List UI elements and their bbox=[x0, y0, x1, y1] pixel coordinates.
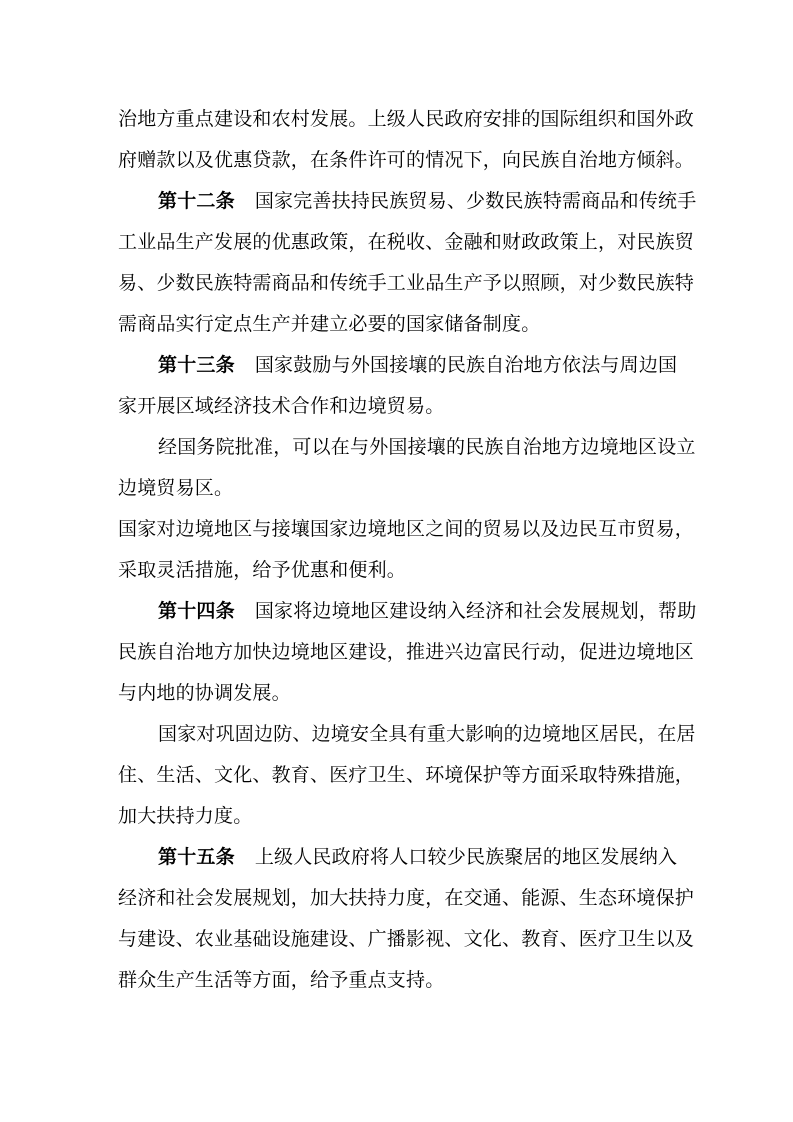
text-line: 府赠款以及优惠贷款，在条件许可的情况下，向民族自治地方倾斜。 bbox=[118, 149, 695, 171]
text-line: 国家完善扶持民族贸易、少数民族特需商品和传统手 bbox=[254, 190, 697, 212]
paragraph bbox=[118, 509, 695, 591]
text-line: 治地方重点建设和农村发展。上级人民政府安排的国际组织和国外政 bbox=[118, 108, 695, 130]
text-line: 群众生产生活等方面，给予重点支持。 bbox=[118, 969, 445, 991]
article-number: 第十二条 bbox=[158, 190, 235, 212]
text-line: 经国务院批准，可以在与外国接壤的民族自治地方边境地区设立 bbox=[158, 436, 696, 458]
text-line: 家开展区域经济技术合作和边境贸易。 bbox=[118, 395, 445, 417]
article-number: 第十四条 bbox=[158, 600, 235, 622]
paragraph bbox=[118, 99, 695, 181]
text-line: 国家鼓励与外国接壤的民族自治地方依法与周边国 bbox=[254, 354, 678, 376]
text-line: 工业品生产发展的优惠政策，在税收、金融和财政政策上，对民族贸 bbox=[118, 231, 695, 253]
text-line: 边境贸易区。 bbox=[118, 477, 234, 499]
text-line: 采取灵活措施，给予优惠和便利。 bbox=[118, 559, 407, 581]
paragraph bbox=[118, 427, 696, 509]
text-line: 国家对边境地区与接壤国家边境地区之间的贸易以及边民互市贸易， bbox=[118, 518, 695, 540]
article-first-line bbox=[118, 591, 697, 632]
paragraph bbox=[118, 714, 696, 837]
text-line: 国家对巩固边防、边境安全具有重大影响的边境地区居民，在居 bbox=[158, 723, 696, 745]
article-number: 第十五条 bbox=[158, 846, 235, 868]
text-line: 国家将边境地区建设纳入经济和社会发展规划，帮助 bbox=[254, 600, 697, 622]
article-paragraph bbox=[118, 345, 678, 427]
text-line: 经济和社会发展规划，加大扶持力度，在交通、能源、生态环境保护 bbox=[118, 887, 695, 909]
text-line: 与内地的协调发展。 bbox=[118, 682, 291, 704]
article-paragraph bbox=[118, 181, 697, 345]
text-line: 需商品实行定点生产并建立必要的国家储备制度。 bbox=[118, 313, 541, 335]
article-first-line bbox=[118, 345, 678, 386]
text-line: 民族自治地方加快边境地区建设，推进兴边富民行动，促进边境地区 bbox=[118, 641, 695, 663]
article-paragraph bbox=[118, 837, 695, 1001]
text-line: 易、少数民族特需商品和传统手工业品生产予以照顾，对少数民族特 bbox=[118, 272, 695, 294]
text-line: 与建设、农业基础设施建设、广播影视、文化、教育、医疗卫生以及 bbox=[118, 928, 695, 950]
article-first-line bbox=[118, 181, 697, 222]
text-line: 住、生活、文化、教育、医疗卫生、环境保护等方面采取特殊措施， bbox=[118, 764, 695, 786]
text-line: 加大扶持力度。 bbox=[118, 805, 253, 827]
document-body bbox=[118, 99, 697, 1001]
text-line: 上级人民政府将人口较少民族聚居的地区发展纳入 bbox=[254, 846, 678, 868]
article-first-line bbox=[118, 837, 678, 878]
article-number: 第十三条 bbox=[158, 354, 235, 376]
article-paragraph bbox=[118, 591, 697, 714]
